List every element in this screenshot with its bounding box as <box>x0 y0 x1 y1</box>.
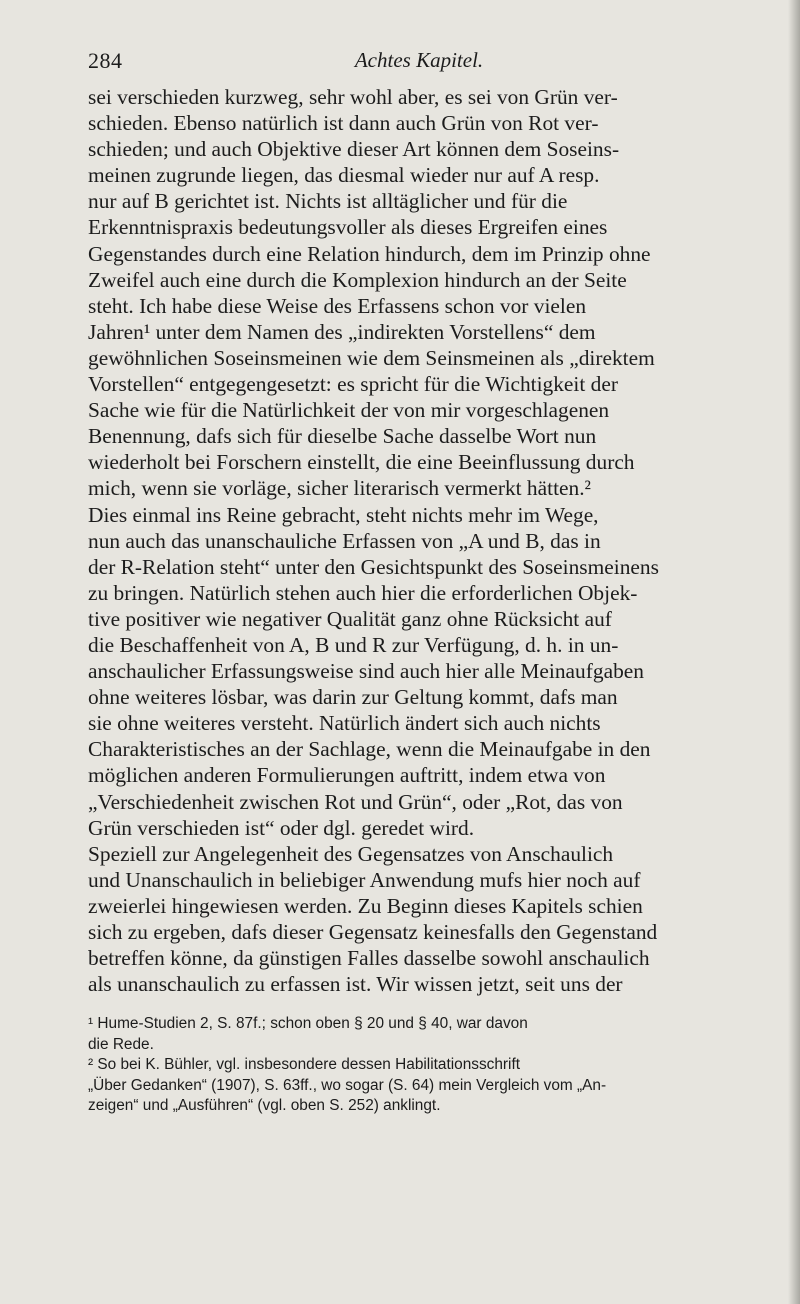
text-line: Sache wie für die Natürlichkeit der von mir vorgeschlagenen <box>88 398 610 423</box>
text-line: zweierlei hingewiesen werden. Zu Beginn dieses Kapitels schien <box>88 893 643 918</box>
text-line: schieden; und auch Objektive dieser Art können dem Soseins- <box>88 137 620 162</box>
footnote-line: die Rede. <box>88 1035 154 1053</box>
text-line: gewöhnlichen Soseinsmeinen wie dem Seinsmeinen als „direktem <box>88 345 655 370</box>
text-line: Zweifel auch eine durch die Komplexion hindurch an der Seite <box>88 267 627 292</box>
text-line: anschaulicher Erfassungsweise sind auch hier alle Meinaufgaben <box>88 659 644 684</box>
body-text <box>88 84 756 997</box>
text-line: tive positiver wie negativer Qualität ganz ohne Rücksicht auf <box>88 606 612 631</box>
text-line: und Unanschaulich in beliebiger Anwendung mufs hier noch auf <box>88 867 641 892</box>
text-line: Charakteristisches an der Sachlage, wenn die Meinaufgabe in den <box>88 737 651 762</box>
text-line: als unanschaulich zu erfassen ist. Wir wissen jetzt, seit uns der <box>88 972 623 997</box>
footnotes <box>88 1014 756 1117</box>
footnote-line: „Über Gedanken“ (1907), S. 63ff., wo sogar (S. 64) mein Vergleich vom „An- <box>88 1076 607 1094</box>
text-line: Jahren¹ unter dem Namen des „indirekten Vorstellens“ dem <box>88 319 596 344</box>
text-line: meinen zugrunde liegen, das diesmal wieder nur auf A resp. <box>88 163 600 188</box>
page-number: 284 <box>88 48 123 73</box>
text-line: nun auch das unanschauliche Erfassen von „A und B, das in <box>88 528 601 553</box>
text-line: Grün verschieden ist“ oder dgl. geredet wird. <box>88 815 475 840</box>
text-line: Vorstellen“ entgegengesetzt: es spricht für die Wichtigkeit der <box>88 372 618 397</box>
text-line: zu bringen. Natürlich stehen auch hier die erforderlichen Objek- <box>88 580 638 605</box>
page-header <box>88 48 750 78</box>
page-edge-shadow <box>788 0 800 1304</box>
text-line: Dies einmal ins Reine gebracht, steht nichts mehr im Wege, <box>88 502 599 527</box>
text-line: wiederholt bei Forschern einstellt, die eine Beeinflussung durch <box>88 450 635 475</box>
footnote-line: ² So bei K. Bühler, vgl. insbesondere dessen Habilitationsschrift <box>88 1056 521 1073</box>
footnote-line: ¹ Hume-Studien 2, S. 87f.; schon oben § 20 und § 40, war davon <box>88 1015 528 1032</box>
text-line: steht. Ich habe diese Weise des Erfassens schon vor vielen <box>88 293 587 318</box>
text-line: sei verschieden kurzweg, sehr wohl aber, es sei von Grün ver- <box>88 85 618 109</box>
text-line: Erkenntnispraxis bedeutungsvoller als dieses Ergreifen eines <box>88 215 608 240</box>
text-line: die Beschaffenheit von A, B und R zur Verfügung, d. h. in un- <box>88 632 619 657</box>
text-line: nur auf B gerichtet ist. Nichts ist alltäglicher und für die <box>88 189 568 214</box>
running-head: Achtes Kapitel. <box>354 48 484 72</box>
text-line: „Verschiedenheit zwischen Rot und Grün“, oder „Rot, das von <box>88 789 623 814</box>
text-line: schieden. Ebenso natürlich ist dann auch Grün von Rot ver- <box>88 111 599 136</box>
text-line: Speziell zur Angelegenheit des Gegensatzes von Anschaulich <box>88 841 614 866</box>
footnote-line: zeigen“ und „Ausführen“ (vgl. oben S. 252) anklingt. <box>88 1097 441 1114</box>
text-line: Benennung, dafs sich für dieselbe Sache dasselbe Wort nun <box>88 424 597 449</box>
text-line: betreffen könne, da günstigen Falles dasselbe sowohl anschaulich <box>88 946 650 971</box>
text-line: sie ohne weiteres versteht. Natürlich ändert sich auch nichts <box>88 711 601 736</box>
text-line: der R-Relation steht“ unter den Gesichtspunkt des Soseinsmeinens <box>88 554 659 579</box>
text-line: möglichen anderen Formulierungen auftritt, indem etwa von <box>88 763 606 788</box>
text-line: ohne weiteres lösbar, was darin zur Geltung kommt, dafs man <box>88 685 618 710</box>
text-line: sich zu ergeben, dafs dieser Gegensatz keinesfalls den Gegenstand <box>88 920 658 944</box>
text-line: mich, wenn sie vorläge, sicher literarisch vermerkt hätten.² <box>88 476 591 501</box>
text-line: Gegenstandes durch eine Relation hindurch, dem im Prinzip ohne <box>88 241 651 266</box>
